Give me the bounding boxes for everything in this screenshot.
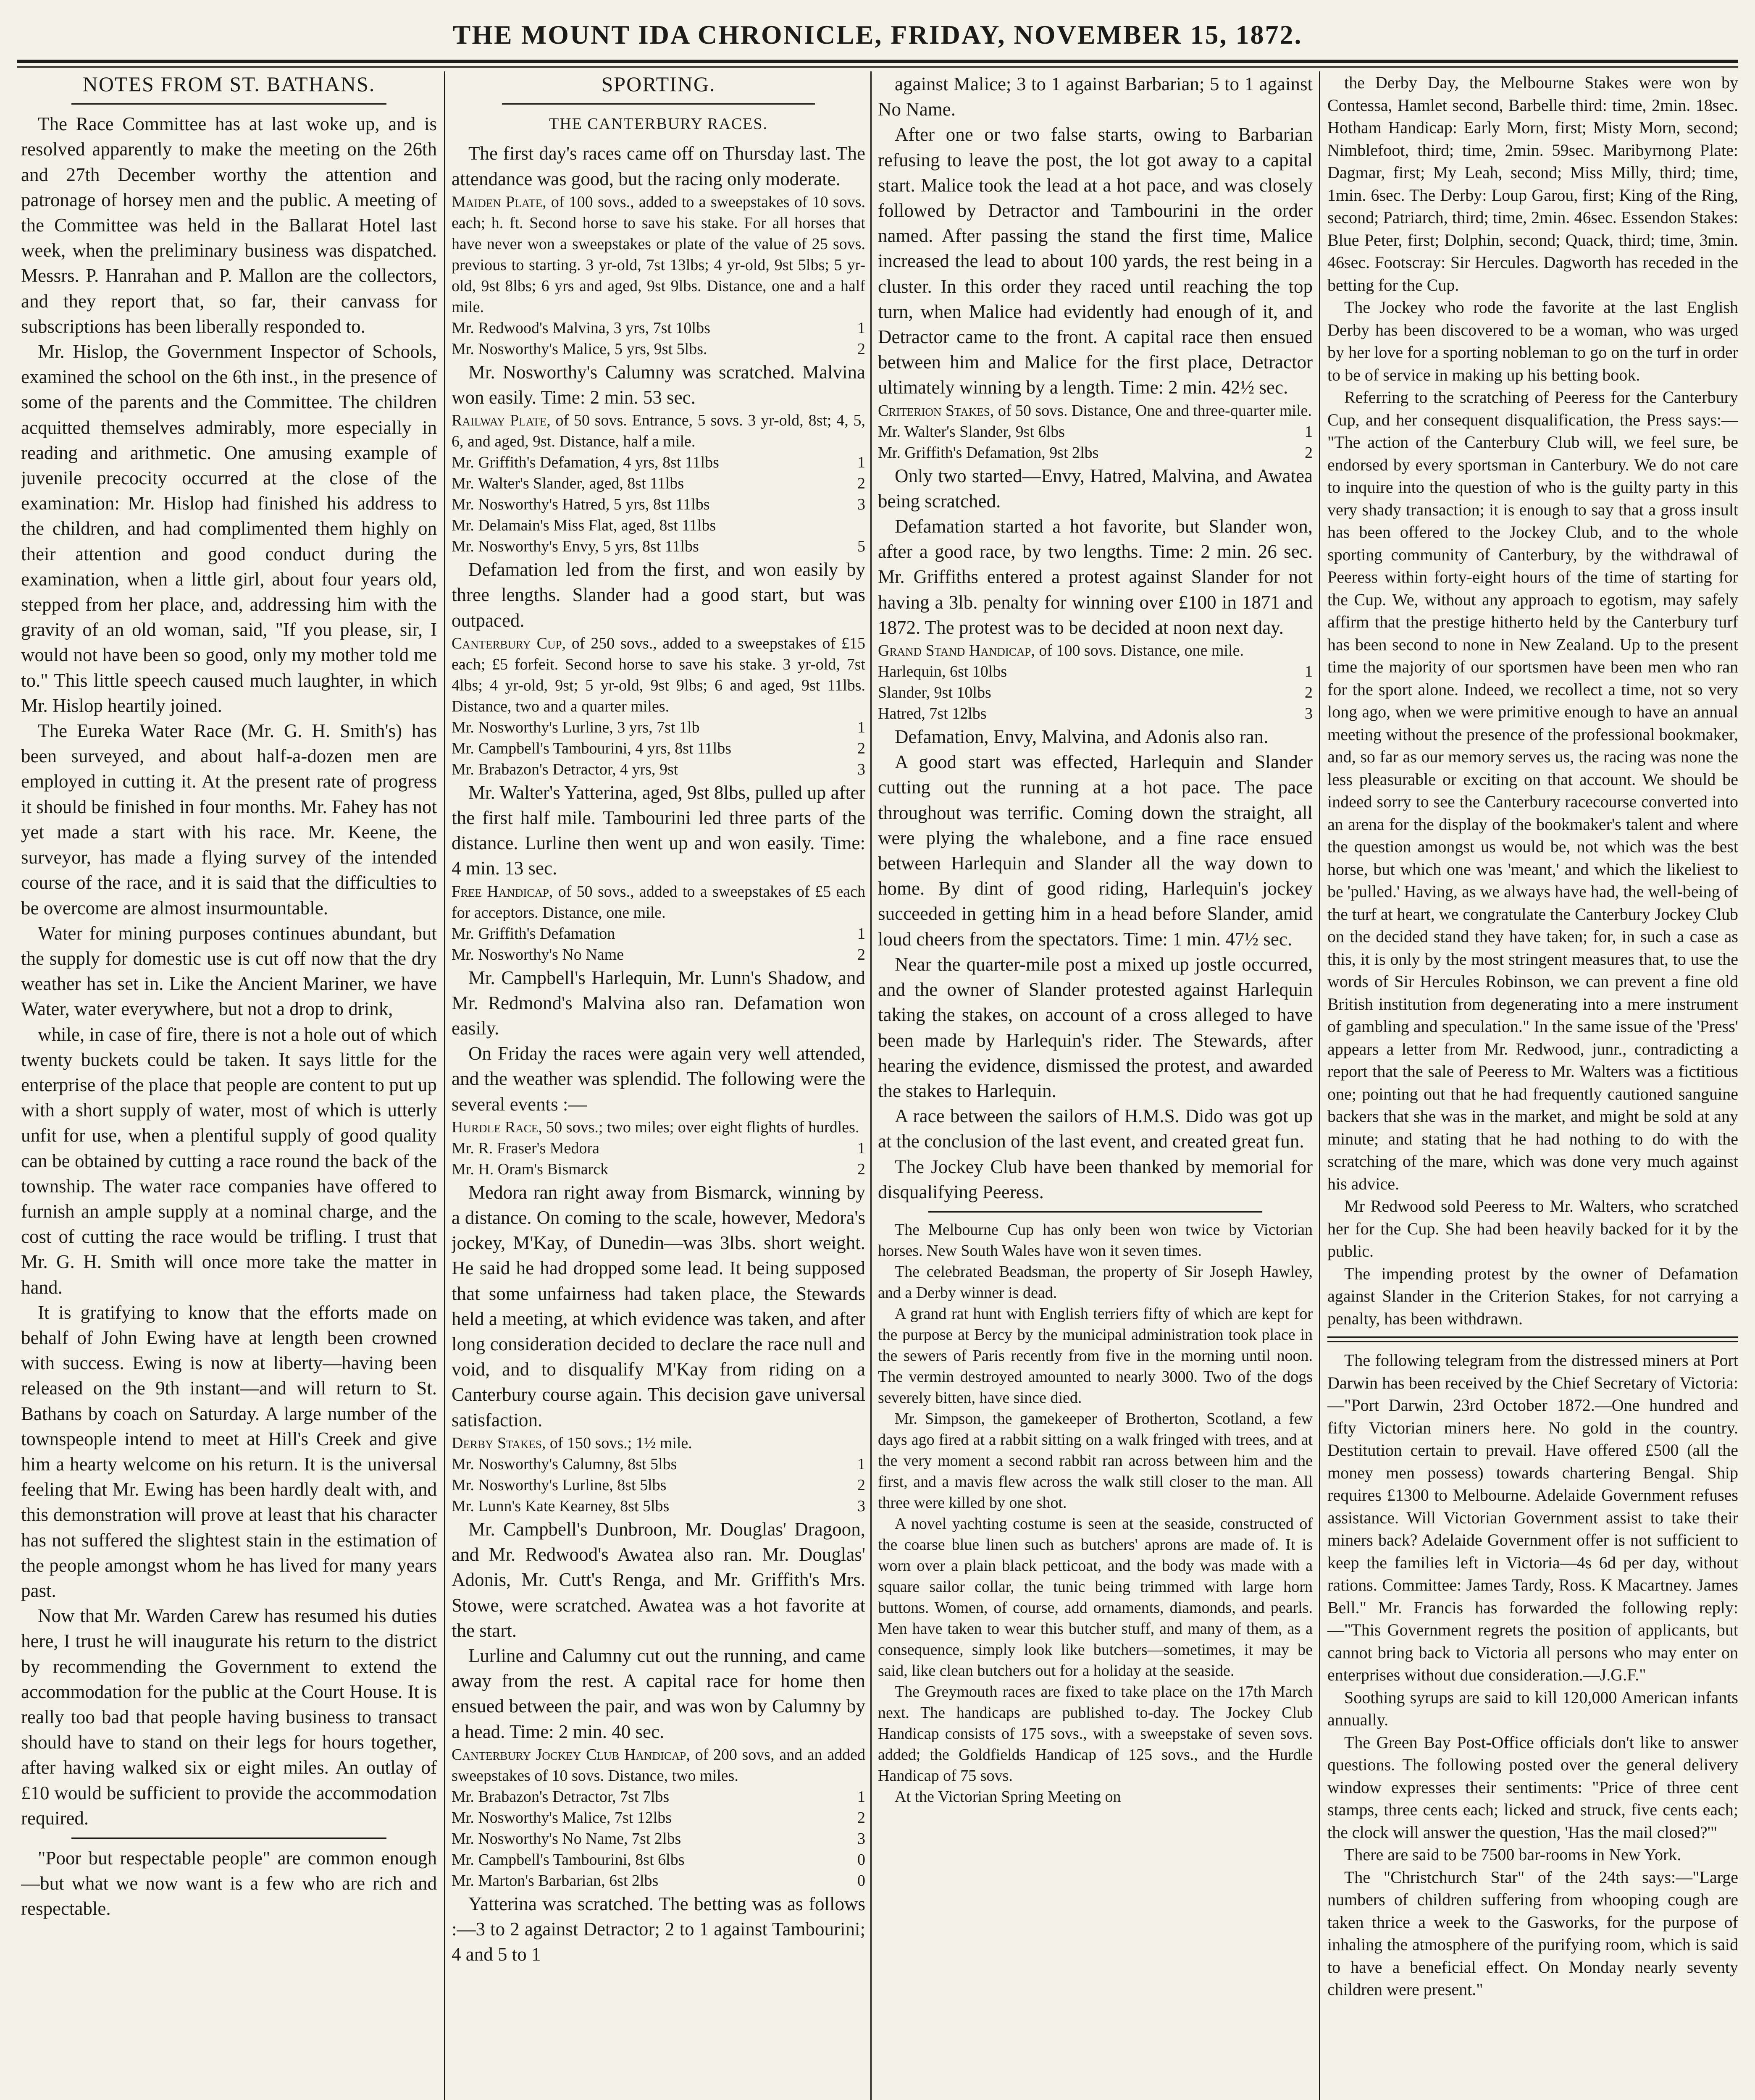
race-heading [878,640,1313,661]
race-heading [878,400,1313,421]
paragraph: Soothing syrups are said to kill 120,000 American infants annually. [1327,1688,1738,1729]
race-entry [452,717,865,738]
horse: Mr. Nosworthy's Lurline, 3 yrs, 7st 1lb [452,718,700,736]
placing: 1 [857,1788,865,1806]
horse: Harlequin, 6st 10lbs [878,663,1007,681]
race-report: Medora ran right away from Bismarck, winning by a distance. On coming to the scale, however, Medora's jockey, M'Kay, of Dunedin—was 3lbs. short weight. He said he had dropped some lead. It being supposed that some unfairness had taken place, the Stewards held a meeting, at which evidence was taken, and after long consideration decided to declare the race null and void, and to disqualify M'Kay from riding on a Canterbury course again. This decision gave universal satisfaction. [452,1181,865,1431]
column-notes-st-bathans [21,71,437,2100]
race-entry [452,1454,865,1475]
race-heading [452,1744,865,1786]
race-entry [452,1828,865,1849]
paragraph: After one or two false starts, owing to Barbarian refusing to leave the post, the lot got away to a capital start. Malice took the lead at a hot pace, and was closely followed by Detractor and Tambourini in the order named. After passing the stand the first time, Malice increased the lead to about 100 yards, the rest being in a cluster. In this order they raced until reaching the top turn, when Malice had evidently had enough of it, and Detractor came to the front. A capital race then ensued between him and Malice for the first place, Detractor ultimately winning by a length. Time: 2 min. 42½ sec. [878,124,1313,398]
paragraph: A grand rat hunt with English terriers fifty of which are kept for the purpose at Bercy by the municipal administration took place in the sewers of Paris recently from five in the morning until noon. The vermin destroyed amounted to nearly 3000. Two of the dogs severely bitten, have since died. [878,1305,1313,1407]
horse: Mr. Griffith's Defamation, 4 yrs, 8st 11lbs [452,454,719,472]
race-report: Lurline and Calumny cut out the running, and came away from the rest. A capital race for home then ensued between the pair, and was won by Calumny by a head. Time: 2 min. 40 sec. [452,1645,865,1742]
placing: 3 [857,760,865,778]
race-report: Only two started—Envy, Hatred, Malvina, and Awatea being scratched. [878,465,1313,512]
horse: Mr. Griffith's Defamation [452,924,615,942]
race-entry [452,1870,865,1891]
race-conditions: of 100 sovs., added to a sweepstakes of 10 sovs. each; h. ft. Second horse to save his stake. For all horses that have never won a sweepstakes or plate of the value of 25 sovs. previous to starting. 3 yr-old, 7st 13lbs; 4 yr-old, 9st 5lbs; 5 yr-old, 9st 8lbs; 6 yrs and aged, 9st 9lbs. Distance, one and a half mile. [452,193,865,316]
placing: 5 [857,538,865,556]
paragraph: Water for mining purposes continues abundant, but the supply for domestic use is cut off now that the dry weather has set in. Like the Ancient Mariner, we have Water, water everywhere, but not a drop to drink, [21,922,437,1020]
paragraph: The Greymouth races are fixed to take place on the 17th March next. The handicaps are published to-day. The Jockey Club Handicap consists of 175 sovs., with a sweepstake of seven sovs. added; the Goldfields Handicap of 125 sovs., and the Hurdle Handicap of 75 sovs. [878,1683,1313,1785]
placing: 3 [857,1830,865,1848]
race-report: Defamation led from the first, and won easily by three lengths. Slander had a good start, but was outpaced. [452,559,865,631]
column-sporting-continued [878,71,1313,2100]
paragraph: It is gratifying to know that the efforts made on behalf of John Ewing have at length been crowned with success. Ewing is now at liberty—having been released on the 9th instant—and will return to St. Bathans by coach on Saturday. A large number of the townspeople intend to meet at Hill's Creek and give him a hearty welcome on his return. It is the universal feeling that Mr. Ewing has been hardly dealt with, and this demonstration will prove at least that his character has not suffered the slightest stain in the estimation of the people amongst whom he has lived for many years past. [21,1302,437,1601]
paragraph: The celebrated Beadsman, the property of Sir Joseph Hawley, and a Derby winner is dead. [878,1263,1313,1302]
horse: Mr. Nosworthy's Calumny, 8st 5lbs [452,1455,677,1473]
placing: 3 [1305,705,1313,723]
placing: 0 [857,1872,865,1890]
horse: Mr. Marton's Barbarian, 6st 2lbs [452,1872,659,1890]
horse: Mr. Redwood's Malvina, 3 yrs, 7st 10lbs [452,319,710,337]
placing: 2 [857,340,865,358]
placing: 1 [857,1455,865,1473]
paragraph: Mr. Simpson, the gamekeeper of Brotherton, Scotland, a few days ago fired at a rabbit sitting on a walk fringed with trees, and at the very moment a second rabbit ran across between him and the first, and a mavis flew across the walk still closer to the man. All three were killed by one shot. [878,1410,1313,1512]
race-conditions: of 50 sovs. Distance, One and three-quarter mile. [998,402,1312,420]
paragraph: against Malice; 3 to 1 against Barbarian; 5 to 1 against No Name. [878,74,1313,120]
paragraph: Referring to the scratching of Peeress for the Canterbury Cup, and her consequent disqualification, the Press says:— "The action of the Canterbury Club will, we feel sure, be endorsed by every sportsman in Canterbury. We do not care to inquire into the question of who is the guilty party in this very shady transaction; it is enough to say that a gross insult has been offered to the Jockey Club, and to the whole sporting community of Canterbury, by the withdrawal of Peeress within forty-eight hours of the time of starting for the Cup. We, without any approach to egotism, may safely affirm that the prestige hitherto held by the Canterbury turf has been second to none in New Zealand. Up to the present time the majority of our sportsmen have been men who ran for the sport alone. Indeed, we recollect a time, not so very long ago, when we were primitive enough to have an annual meeting without the presence of the professional bookmaker, and, so far as our memory serves us, the racing was none the less pleasurable or exciting on that account. We should be indeed sorry to see the Canterbury racecourse converted into an arena for the display of the bookmaker's talent and where the question amongst us would be, not which was the best horse, but which one was 'meant,' and which the likeliest to be 'pulled.' Having, as we always have had, the well-being of the turf at heart, we congratulate the Canterbury Jockey Club on the decided stand they have taken; for, in such a case as this, it is only by the most stringent measures that, to use the words of Sir Hercules Robinson, we can prevent a fine old British institution from degenerating into a mere instrument of gambling and speculation." In the same issue of the 'Press' appears a letter from Mr. Redwood, junr., contradicting a report that the sale of Peeress to Mr. Walters was a fictitious one; pointing out that he had frequently cautioned sanguine backers that she was in the market, and might be sold at any minute; and stating that he had nothing to do with the scratching of the mare, which was done very much against his advice. [1327,388,1738,1193]
race-entry [452,1807,865,1828]
horse: Mr. Nosworthy's No Name, 7st 2lbs [452,1830,681,1848]
horse: Mr. R. Fraser's Medora [452,1139,599,1157]
race-entry [452,515,865,536]
race-conditions: of 50 sovs. Entrance, 5 sovs. 3 yr-old, 8st; 4, 5, 6, and aged, 9st. Distance, half a mile. [452,412,865,451]
horse: Hatred, 7st 12lbs [878,705,987,723]
paragraph: Mr. Hislop, the Government Inspector of Schools, examined the school on the 6th inst., in the presence of some of the parents and the Committee. The children acquitted themselves admirably, more especially in reading and arithmetic. One amusing example of juvenile precocity occurred at the close of the examination: Mr. Hislop had finished his address to the children, and had complimented them highly on their attention and good conduct during the examination, when a little girl, about four years old, stepped from her place, and, addressing him with the gravity of an old woman, said, "If you please, sir, I would not have been so good, only my mother told me to." This little speech caused much laughter, in which Mr. Hislop heartily joined. [21,341,437,716]
placing: 2 [857,1809,865,1827]
race-report: Near the quarter-mile post a mixed up jostle occurred, and the owner of Slander protested against Harlequin taking the stakes, on account of a cross alleged to have been made by Harlequin's rider. The Stewards, after hearing the evidence, dismissed the protest, and awarded the stakes to Harlequin. [878,953,1313,1101]
masthead-rule-thin [17,66,1738,68]
race-report: The Jockey Club have been thanked by memorial for disqualifying Peeress. [878,1156,1313,1202]
race-entry [452,1159,865,1180]
race-report: Defamation started a hot favorite, but Slander won, after a good race, by two lengths. Time: 2 min. 26 sec. Mr. Griffiths entered a protest against Slander for not having a 3lb. penalty for winning over £100 in 1871 and 1872. The protest was to be decided at noon next day. [878,516,1313,638]
column-divider [1319,71,1320,2100]
placing: 1 [1305,423,1313,441]
column-sporting [452,71,865,2100]
paragraph: The Melbourne Cup has only been won twice by Victorian horses. New South Wales have won it seven times. [878,1221,1313,1260]
race-entry [452,1849,865,1870]
race-report: Defamation, Envy, Malvina, and Adonis also ran. [895,726,1269,748]
race-heading [452,192,865,318]
horse: Mr. Campbell's Tambourini, 8st 6lbs [452,1851,685,1869]
race-conditions: of 100 sovs. Distance, one mile. [1039,642,1244,660]
race-entry [452,1475,865,1496]
column-divider [870,71,872,2100]
race-name: Derby Stakes, [452,1434,546,1452]
heading-rule [71,103,386,105]
race-entry [452,1138,865,1159]
paragraph: There are said to be 7500 bar-rooms in New York. [1344,1845,1681,1864]
race-name: Hurdle Race, [452,1118,542,1136]
race-entry [452,536,865,557]
placing: 2 [857,739,865,757]
heading-rule [502,103,815,105]
horse: Mr. Nosworthy's Malice, 7st 12lbs [452,1809,672,1827]
placing: 2 [857,475,865,493]
placing: 0 [857,1851,865,1869]
article-rule [1327,1336,1738,1342]
race-conditions: of 200 sovs, and an added sweepstakes of 10 sovs. Distance, two miles. [452,1746,865,1785]
paragraph: Mr Redwood sold Peeress to Mr. Walters, who scratched her for the Cup. She had been heavily backed for it by the public. [1327,1197,1738,1260]
race-name: Canterbury Cup, [452,634,566,652]
race-conditions: of 50 sovs., added to a sweepstakes of £5 each for acceptors. Distance, one mile. [452,882,865,921]
race-name: Grand Stand Handicap, [878,642,1035,660]
horse: Mr. Brabazon's Detractor, 4 yrs, 9st [452,760,678,778]
paragraph: the Derby Day, the Melbourne Stakes were won by Contessa, Hamlet second, Barbelle third: time, 2min. 18sec. Hotham Handicap: Early Morn, first; Misty Morn, second; Nimblefoot, third; time, 2min. 59sec. Maribyrnong Plate: Dagmar, first; My Leah, second; Miss Milly, third; time, 1min. 6sec. The Derby: Loup Garou, first; King of the Ring, second; Patriarch, third; time, 2min. 46sec. Essendon Stakes: Blue Peter, first; Dolphin, second; Quack, third; time, 3min. 46sec. Footscray: Sir Hercules. Dagworth has receded in the betting for the Cup. [1327,73,1738,294]
race-entry [452,738,865,759]
race-report: Yatterina was scratched. The betting was as follows :—3 to 2 against Detractor; 2 to 1 against Tambourini; 4 and 5 to 1 [452,1893,865,1965]
paragraph: At the Victorian Spring Meeting on [895,1788,1121,1806]
paragraph: The Eureka Water Race (Mr. G. H. Smith's) has been surveyed, and about half-a-dozen men are employed in cutting it. At the present rate of progress it should be finished in four months. Mr. Fahey has not yet made a start with his race. Mr. Keene, the surveyor, has made a flying survey of the intended course of the race, and it is said that the difficulties to be overcome are almost insurmountable. [21,720,437,919]
horse: Mr. Campbell's Tambourini, 4 yrs, 8st 11lbs [452,739,732,757]
paragraph: Now that Mr. Warden Carew has resumed his duties here, I trust he will inaugurate his return to the district by recommending the Government to extend the accommodation for the public at the Court House. It is really too bad that people having business to transact should have to stand on their legs for hours together, after having walked six or eight miles. An outlay of £10 would be sufficient to provide the accommodation required. [21,1605,437,1829]
masthead-rule [17,60,1738,63]
subheading: THE CANTERBURY RACES. [549,115,768,133]
race-heading [452,881,865,923]
article-rule [928,1211,1262,1213]
horse: Mr. Lunn's Kate Kearney, 8st 5lbs [452,1497,670,1515]
race-report: Mr. Campbell's Dunbroon, Mr. Douglas' Dragoon, and Mr. Redwood's Awatea also ran. Mr. Douglas' Adonis, Mr. Cutt's Renga, and Mr. Griffith's Mrs. Stowe, were scratched. Awatea was a hot favorite at the start. [452,1518,865,1641]
horse: Mr. Nosworthy's Malice, 5 yrs, 9st 5lbs. [452,340,707,358]
horse: Mr. Brabazon's Detractor, 7st 7lbs [452,1788,670,1806]
paragraph: On Friday the races were again very well attended, and the weather was splendid. The following were the several events :— [452,1043,865,1115]
race-name: Canterbury Jockey Club Handicap, [452,1746,690,1764]
race-name: Railway Plate, [452,412,551,430]
paragraph: The first day's races came off on Thursday last. The attendance was good, but the racing only moderate. [452,143,865,189]
race-conditions: of 250 sovs., added to a sweepstakes of £15 each; £5 forfeit. Second horse to save his stake. 3 yr-old, 7st 4lbs; 4 yr-old, 9st; 5 yr-old, 9st 9lbs; 6 and aged, 9st 11lbs. Distance, two and a quarter miles. [452,634,865,715]
race-name: Free Handicap, [452,882,553,900]
race-heading [452,1117,865,1138]
race-report: A race between the sailors of H.M.S. Dido was got up at the conclusion of the last event, and created great fun. [878,1105,1313,1152]
paragraph: The following telegram from the distressed miners at Port Darwin has been received by the Chief Secretary of Victoria:—"Port Darwin, 23rd October 1872.—One hundred and fifty Victorian miners here. No gold in the country. Destitution certain to prevail. Have offered £500 (all the money men possess) towards chartering Bengal. Ship requires £1300 to Melbourne. Adelaide Government refuses assistance. Will Victorian Government assist to take their miners back? Adelaide Government offer is not sufficient to keep the families left in Victoria—4s 6d per day, without rations. Committee: James Tardy, Ross. K Macartney. James Bell." Mr. Francis has forwarded the following reply:—"This Government regrets the position of applicants, but cannot bring back to Victoria all persons who may enter on enterprises without due consideration.—J.G.F." [1327,1351,1738,1684]
placing: 2 [857,1160,865,1178]
race-heading [452,1433,865,1454]
race-name: Criterion Stakes, [878,402,994,420]
race-entry [878,703,1313,724]
placing: 1 [1305,663,1313,681]
race-entry [452,923,865,944]
race-entry [452,944,865,965]
horse: Mr. Delamain's Miss Flat, aged, 8st 11lbs [452,517,716,535]
placing: 1 [857,718,865,736]
paragraph: The Race Committee has at last woke up, and is resolved apparently to make the meeting on the 26th and 27th December worthy the attention and patronage of horsey men and the public. A meeting of the Committee was held in the Ballarat Hotel last week, when the preliminary business was dispatched. Messrs. P. Hanrahan and P. Mallon are the collectors, and they report that, so far, their canvass for subscriptions has been liberally responded to. [21,113,437,337]
race-conditions: of 150 sovs.; 1½ mile. [549,1434,692,1452]
paragraph: while, in case of fire, there is not a hole out of which twenty buckets could be taken. It says little for the enterprise of the place that people are content to put up with a short supply of water, most of which is utterly unfit for use, when a plentiful supply of good quality can be obtained by cutting a race round the back of the township. The water race companies have offered to furnish an ample supply at a nominal charge, and the cost of cutting the race would be trifling. I trust that Mr. G. H. Smith will once more take the matter in hand. [21,1024,437,1298]
race-report: Mr. Nosworthy's Calumny was scratched. Malvina won easily. Time: 2 min. 53 sec. [452,361,865,408]
placing: 2 [1305,444,1313,462]
placing [860,515,865,536]
article-heading: NOTES FROM ST. BATHANS. [82,72,376,96]
paragraph: The Green Bay Post-Office officials don't like to answer questions. The following posted over the general delivery window expresses their sentiments: "Price of three cent stamps, three cents each; licked and struck, five cents each; the clock will answer the question, 'Has the mail closed?'" [1327,1732,1738,1842]
horse: Mr. Nosworthy's Envy, 5 yrs, 8st 11lbs [452,538,699,556]
placing: 2 [857,945,865,963]
horse: Mr. H. Oram's Bismarck [452,1160,609,1178]
race-name: Maiden Plate, [452,193,546,211]
column-divider [444,71,445,2100]
paragraph: "Poor but respectable people" are common enough—but what we now want is a few who are rich and respectable. [21,1848,437,1919]
race-entry [452,1496,865,1517]
race-entry [878,682,1313,703]
placing: 3 [857,496,865,514]
placing: 1 [857,319,865,337]
horse: Slander, 9st 10lbs [878,684,991,702]
race-entry [452,1786,865,1807]
paragraph: A novel yachting costume is seen at the seaside, constructed of the coarse blue linen such as butchers' aprons are made of. It is worn over a plain black petticoat, and the body was made with a square sailor collar, the tunic being trimmed with large horn buttons. Women, of course, add ornaments, diamonds, and pearls. Men have taken to wear this butcher stuff, and many of them, as a consequence, simply look like butchers—sometimes, it may be said, like clean butchers out for a holiday at the seaside. [878,1515,1313,1680]
race-entry [452,318,865,339]
horse: Mr. Nosworthy's No Name [452,945,624,963]
race-entry [452,339,865,360]
article-rule [71,1838,386,1839]
placing: 1 [857,924,865,942]
race-heading [452,633,865,717]
horse: Mr. Nosworthy's Hatred, 5 yrs, 8st 11lbs [452,496,710,514]
placing: 3 [857,1497,865,1515]
race-heading [452,410,865,452]
race-entry [452,494,865,515]
masthead: THE MOUNT IDA CHRONICLE, FRIDAY, NOVEMBER 15, 1872. [452,20,1303,50]
race-entry [878,442,1313,463]
horse: Mr. Griffith's Defamation, 9st 2lbs [878,444,1099,462]
horse: Mr. Walter's Slander, aged, 8st 11lbs [452,475,684,493]
placing: 2 [857,1476,865,1494]
section-heading: SPORTING. [601,72,716,96]
race-entry [452,473,865,494]
column-miscellany [1327,71,1738,2100]
placing: 1 [857,1139,865,1157]
placing: 1 [857,454,865,472]
race-entry [452,759,865,780]
paragraph: The Jockey who rode the favorite at the last English Derby has been discovered to be a woman, who was urged by her love for a sporting nobleman to go on the turf in order to be of service in making up his betting book. [1327,298,1738,384]
paragraph: The impending protest by the owner of Defamation against Slander in the Criterion Stakes, for not carrying a penalty, has been withdrawn. [1327,1264,1738,1328]
placing: 2 [1305,684,1313,702]
race-conditions: 50 sovs.; two miles; over eight flights of hurdles. [546,1118,859,1136]
race-entry [878,421,1313,442]
race-entry [452,452,865,473]
race-report: Mr. Walter's Yatterina, aged, 9st 8lbs, pulled up after the first half mile. Tambourini led three parts of the distance. Lurline then went up and won easily. Time: 4 min. 13 sec. [452,782,865,879]
race-entry [878,661,1313,682]
paragraph: The "Christchurch Star" of the 24th says:—"Large numbers of children suffering from whooping cough are taken thrice a week to the Gasworks, for the purpose of inhaling the atmosphere of the purifying room, which is said to have a beneficial effect. On Monday nearly seventy children were present." [1327,1867,1738,1999]
race-report: Mr. Campbell's Harlequin, Mr. Lunn's Shadow, and Mr. Redmond's Malvina also ran. Defamation won easily. [452,967,865,1039]
horse: Mr. Walter's Slander, 9st 6lbs [878,423,1065,441]
race-report: A good start was effected, Harlequin and Slander cutting out the running at a hot pace. The pace throughout was terrific. Coming down the straight, all were plying the whalebone, and a fine race ensued between Harlequin and Slander all the way down to home. By dint of good riding, Harlequin's jockey succeeded in getting him in a head before Slander, amid loud cheers from the spectators. Time: 1 min. 47½ sec. [878,751,1313,950]
horse: Mr. Nosworthy's Lurline, 8st 5lbs [452,1476,667,1494]
